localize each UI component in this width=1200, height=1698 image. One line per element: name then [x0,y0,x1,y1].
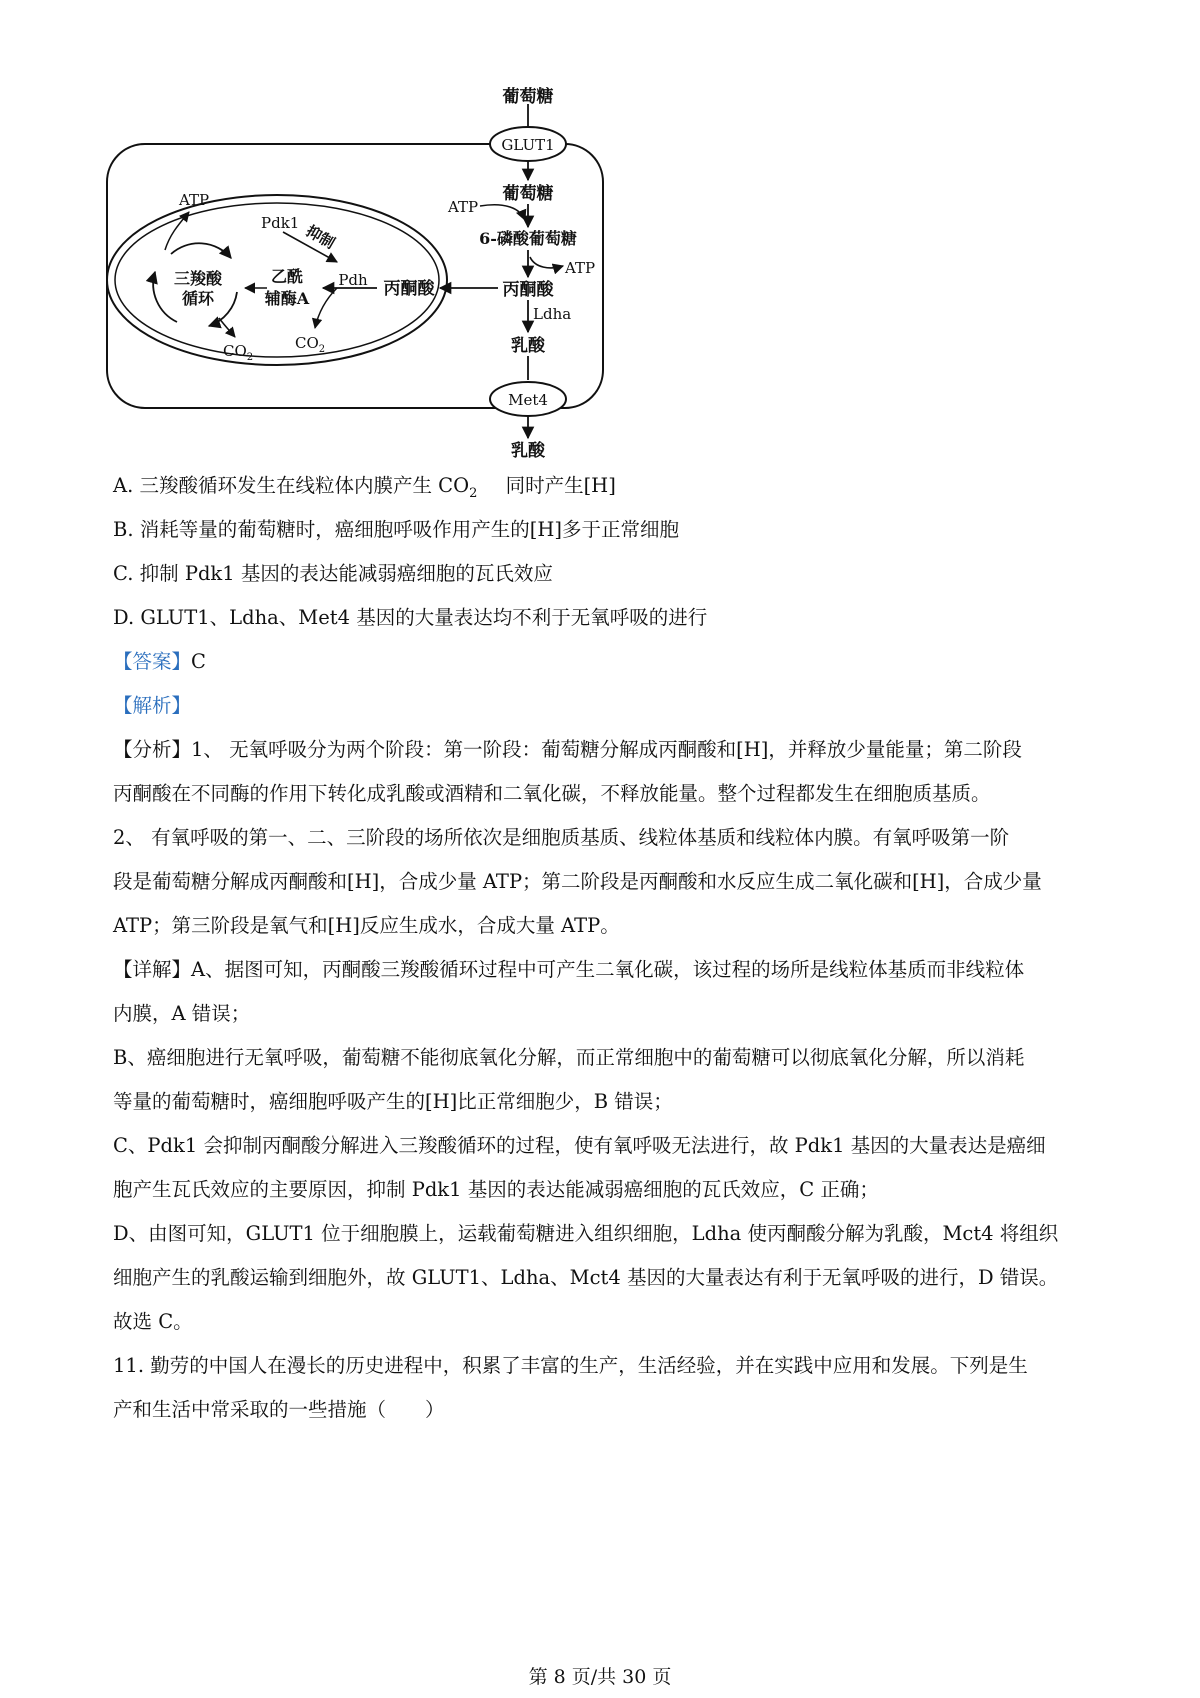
arrow-atp-out [530,257,563,268]
label-tca-line2: 循环 [181,289,215,308]
analysis-line: 【分析】1、 无氧呼吸分为两个阶段：第一阶段：葡萄糖分解成丙酮酸和[H]，并释放少量能量；第二阶段 [113,738,1022,761]
option-a-subscript: 2 [469,485,478,501]
question-11-line: 产和生活中常采取的一些措施（ ） [113,1398,445,1421]
label-pdk1: Pdk1 [261,214,300,232]
label-g6p: 6-磷酸葡萄糖 [479,229,577,248]
analysis-line: 故选 C。 [113,1310,193,1333]
option-c: C. 抑制 Pdk1 基因的表达能减弱癌细胞的瓦氏效应 [113,562,553,585]
question-11-line: 11. 勤劳的中国人在漫长的历史进程中，积累了丰富的生产，生活经验，并在实践中应用和发展。下列是生 [113,1354,1028,1377]
label-ldha: Ldha [533,305,572,323]
label-atp-in: ATP [448,198,479,216]
analysis-line: B、癌细胞进行无氧呼吸，葡萄糖不能彻底氧化分解，而正常细胞中的葡萄糖可以彻底氧化分解，所以消耗 [113,1046,1025,1069]
option-a [113,472,1103,508]
arrow-pdh-co2 [315,288,337,328]
analysis-line: 段是葡萄糖分解成丙酮酸和[H]，合成少量 ATP；第二阶段是丙酮酸和水反应生成二氧化碳和[H]，合成少量 [113,870,1042,893]
tca-cycle-arc-top [171,243,231,258]
metabolism-diagram [105,82,625,462]
label-glucose-inside: 葡萄糖 [502,184,554,204]
answer-value: C [191,650,206,673]
label-inhibit: 抑制 [303,221,338,253]
label-pyruvate-mito: 丙酮酸 [383,279,435,299]
analysis-line: 2、 有氧呼吸的第一、二、三阶段的场所依次是细胞质基质、线粒体基质和线粒体内膜。有氧呼吸第一阶 [113,826,1010,849]
analysis-line: 等量的葡萄糖时，癌细胞呼吸产生的[H]比正常细胞少，B 错误； [113,1090,673,1113]
analysis-line: 胞产生瓦氏效应的主要原因，抑制 Pdk1 基因的表达能减弱癌细胞的瓦氏效应，C 正确； [113,1178,879,1201]
analysis-line: 【详解】A、据图可知，丙酮酸三羧酸循环过程中可产生二氧化碳，该过程的场所是线粒体基质而非线粒体 [113,958,1025,981]
analysis-line: 细胞产生的乳酸运输到细胞外，故 GLUT1、Ldha、Mct4 基因的大量表达有利于无氧呼吸的进行，D 错误。 [113,1266,1059,1289]
page-footer: 第 8 页/共 30 页 [528,1666,672,1688]
option-a-text: A. 三羧酸循环发生在线粒体内膜产生 CO [113,474,470,497]
label-atp-out: ATP [565,259,596,277]
answer-label: 【答案】 [113,650,192,673]
analysis-line: D、由图可知，GLUT1 位于细胞膜上，运载葡萄糖进入组织细胞，Ldha 使丙酮酸分解为乳酸，Mct4 将组织 [113,1222,1059,1245]
analysis-line: C、Pdk1 会抑制丙酮酸分解进入三羧酸循环的过程，使有氧呼吸无法进行，故 Pdk1 基因的大量表达是癌细 [113,1134,1046,1157]
label-co2-pdh: $CO_2$ [295,334,326,355]
analysis-line: 内膜，A 错误； [113,1002,251,1025]
label-co2-tca: $CO_2$ [223,342,254,363]
answer [113,648,1103,676]
label-glucose-outside: 葡萄糖 [502,87,554,107]
option-b: B. 消耗等量的葡萄糖时，癌细胞呼吸作用产生的[H]多于正常细胞 [113,518,679,541]
label-lactate-inside: 乳酸 [511,336,545,356]
label-acetyl-line1: 乙酰 [270,267,304,286]
label-pyruvate-cyto: 丙酮酸 [502,280,554,300]
label-pdh: Pdh [338,271,368,289]
analysis-line: ATP；第三阶段是氧气和[H]反应生成水，合成大量 ATP。 [113,914,620,937]
arrow-atp-in [480,205,525,220]
label-tca-line1: 三羧酸 [173,269,223,288]
label-lactate-outside: 乳酸 [511,441,545,461]
label-met4: Met4 [508,391,548,409]
arrow-tca-atp [165,212,189,250]
label-acetyl-line2: 辅酶A [264,289,310,308]
option-d: D. GLUT1、Ldha、Met4 基因的大量表达均不利于无氧呼吸的进行 [113,606,708,629]
analysis-label: 【解析】 [113,694,192,717]
label-atp-tca: ATP [179,191,210,209]
arrow-tca-co2 [219,318,235,337]
label-glut1: GLUT1 [501,136,555,154]
option-a-text2: 同时产生[H] [505,474,616,497]
analysis-line: 丙酮酸在不同酶的作用下转化成乳酸或酒精和二氧化碳，不释放能量。整个过程都发生在细胞质基质。 [113,782,991,805]
